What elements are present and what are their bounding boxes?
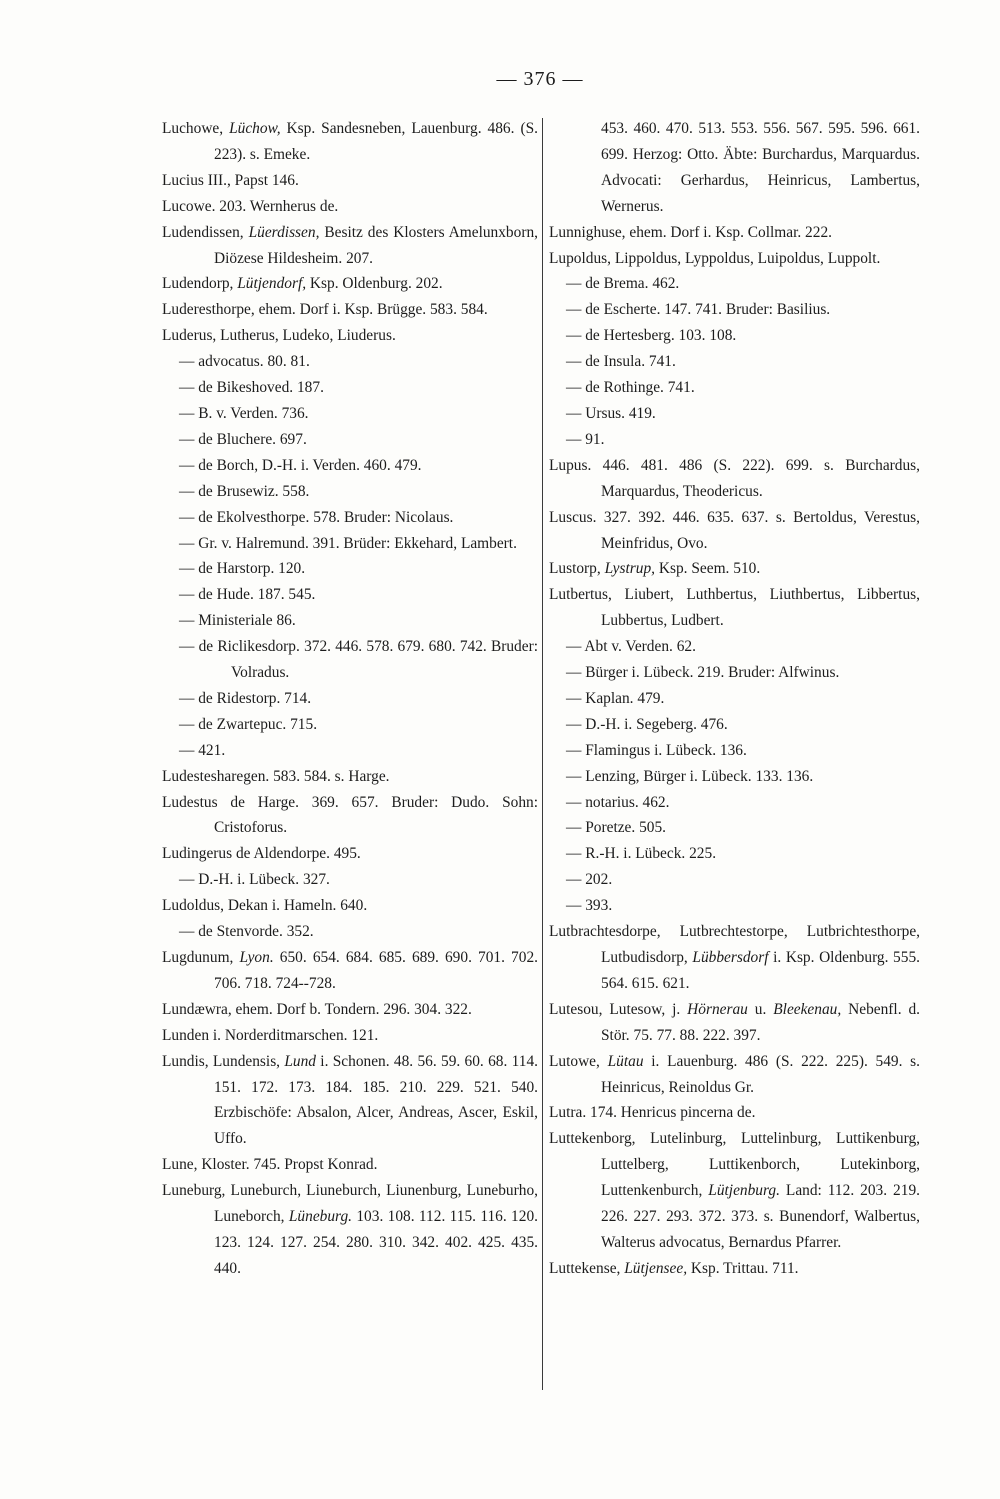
index-subentry — [162, 453, 538, 479]
entry-text: — de Insula. 741. — [566, 353, 676, 371]
entry-text: Luderus, Lutherus, Ludeko, Liuderus. — [162, 327, 396, 345]
italic-place-name: Lyon. — [239, 949, 274, 966]
entry-text: — de Ridestorp. 714. — [179, 689, 312, 707]
index-entry — [549, 1256, 920, 1282]
entry-text: u. — [747, 1000, 774, 1018]
italic-place-name: Lütjenburg. — [708, 1182, 780, 1200]
index-entry — [162, 841, 538, 867]
entry-text: — R.-H. i. Lübeck. 225. — [566, 845, 717, 863]
entry-text: Luneburg, Luneburch, Liuneburch, Liunenburg, Luneburho, Luneborch, — [162, 1182, 538, 1226]
index-subentry — [162, 401, 538, 427]
index-subentry — [549, 815, 920, 841]
entry-text: i. Schonen. 48. 56. 59. 60. 68. 114. 151. 172. 173. 184. 185. 210. 229. 521. 540. Erzbischöfe: Absalon, Alcer, Andreas, Ascer, Eskil, Uffo. — [214, 1052, 538, 1148]
index-subentry — [549, 634, 920, 660]
index-subentry — [549, 323, 920, 349]
entry-text: — notarius. 462. — [566, 793, 670, 811]
index-subentry — [162, 608, 538, 634]
entry-text: Lunnighuse, ehem. Dorf i. Ksp. Collmar. 222. — [549, 223, 832, 241]
entry-text: — 91. — [566, 430, 605, 448]
index-subentry — [162, 582, 538, 608]
entry-text: Luderesthorpe, ehem. Dorf i. Ksp. Brügge. 583. 584. — [162, 301, 488, 319]
index-entry — [162, 271, 538, 297]
index-entry — [162, 790, 538, 842]
index-subentry — [549, 427, 920, 453]
entry-text: 453. 460. 470. 513. 553. 556. 567. 595. 596. 661. 699. Herzog: Otto. Äbte: Burchardus, Marquardus. Advocati: Gerhardus, Heinricus, Lambertus, Wernerus. — [601, 120, 920, 215]
italic-place-name: Lübbersdorf — [692, 949, 769, 966]
entry-text: Lutra. 174. Henricus pincerna de. — [549, 1104, 756, 1122]
entry-text: Lutesou, Lutesow, j. — [549, 1000, 688, 1018]
entry-text: Lupoldus, Lippoldus, Lyppoldus, Luipoldus, Luppolt. — [549, 249, 881, 267]
entry-text: Luttekenborg, Lutelinburg, Luttelinburg, Luttikenburg, Luttelberg, Luttikenborch, Lutekinborg, Luttenkenburch, — [549, 1130, 920, 1200]
index-subentry — [549, 764, 920, 790]
entry-text: Land: 112. 203. 219. 226. 227. 293. 372. 373. s. Bunendorf, Walbertus, Walterus advocatus, Bernardus Pfarrer. — [601, 1182, 920, 1251]
index-entry — [549, 220, 920, 246]
entry-text: Luttekense, — [549, 1259, 625, 1277]
index-entry — [162, 893, 538, 919]
entry-text: — Kaplan. 479. — [566, 689, 665, 707]
index-subentry — [162, 919, 538, 945]
index-subentry — [162, 375, 538, 401]
entry-text: Ludendorp, — [162, 275, 238, 293]
index-entry — [162, 297, 538, 323]
index-entry — [162, 997, 538, 1023]
index-subentry — [549, 375, 920, 401]
index-entry — [162, 168, 538, 194]
index-entry — [549, 1100, 920, 1126]
entry-text: — advocatus. 80. 81. — [179, 353, 310, 371]
index-subentry — [549, 867, 920, 893]
index-subentry — [162, 427, 538, 453]
entry-text: Ludestus de Harge. 369. 657. Bruder: Dudo. Sohn: Cristoforus. — [162, 793, 538, 837]
index-subentry — [549, 893, 920, 919]
index-subentry — [162, 531, 538, 557]
entry-text: Ksp. Trittau. 711. — [687, 1259, 799, 1277]
index-subentry — [549, 349, 920, 375]
entry-text: Lundis, Lundensis, — [162, 1052, 285, 1070]
index-entry — [162, 116, 538, 168]
italic-place-name: Bleekenau, — [773, 1000, 842, 1018]
index-entry — [549, 246, 920, 272]
italic-place-name: Lystrup, — [604, 560, 656, 578]
entry-text: Lustorp, — [549, 560, 605, 578]
entry-text: Lugdunum, — [162, 949, 240, 966]
index-subentry — [162, 738, 538, 764]
entry-text: — Abt v. Verden. 62. — [566, 638, 696, 656]
italic-place-name: Lütjendorf, — [237, 275, 307, 293]
entry-text: — de Hertesberg. 103. 108. — [566, 327, 737, 345]
index-subentry — [162, 712, 538, 738]
entry-text: — de Hude. 187. 545. — [179, 586, 316, 604]
entry-text: Ksp. Seem. 510. — [655, 560, 761, 578]
right-column — [549, 116, 920, 1282]
entry-text: — de Bikeshoved. 187. — [179, 379, 324, 397]
entry-text: Ludoldus, Dekan i. Hameln. 640. — [162, 897, 368, 915]
index-subentry — [549, 738, 920, 764]
entry-text: — Ursus. 419. — [566, 404, 656, 422]
index-subentry — [549, 712, 920, 738]
entry-text: — de Brusewiz. 558. — [179, 482, 310, 500]
left-column — [162, 116, 538, 1282]
index-subentry — [549, 841, 920, 867]
entry-text: Lucius III., Papst 146. — [162, 171, 299, 189]
column-divider — [542, 118, 543, 1390]
italic-place-name: Lund — [284, 1052, 316, 1070]
index-subentry — [162, 556, 538, 582]
entry-text: Ksp. Sandesneben, Lauenburg. 486. (S. 223). s. Emeke. — [214, 120, 538, 163]
entry-text: Lutbertus, Liubert, Luthbertus, Liuthbertus, Libbertus, Lubbertus, Ludbert. — [549, 586, 920, 630]
entry-text: Ludingerus de Aldendorpe. 495. — [162, 845, 361, 863]
index-entry — [162, 323, 538, 349]
index-entry — [162, 1049, 538, 1153]
entry-text: Ludestesharegen. 583. 584. s. Harge. — [162, 767, 390, 785]
entry-text: 103. 108. 112. 115. 116. 120. 123. 124. 127. 254. 280. 310. 342. 402. 425. 435. 440. — [214, 1208, 538, 1277]
entry-text: — de Harstorp. 120. — [179, 560, 306, 578]
entry-text: i. Lauenburg. 486 (S. 222. 225). 549. s. Heinricus, Reinoldus Gr. — [601, 1052, 920, 1096]
entry-text: — 393. — [566, 897, 613, 915]
entry-text: — 202. — [566, 871, 613, 889]
entry-text: Luscus. 327. 392. 446. 635. 637. s. Bertoldus, Verestus, Meinfridus, Ovo. — [549, 508, 920, 552]
page-number: — 376 — — [496, 68, 584, 90]
entry-text: Lutbrachtesdorpe, Lutbrechtestorpe, Lutbrichtesthorpe, Lutbudisdorp, — [549, 923, 920, 966]
index-subentry — [549, 297, 920, 323]
entry-text: Lunden i. Norderditmarschen. 121. — [162, 1026, 379, 1044]
index-subentry — [162, 867, 538, 893]
entry-text: i. Ksp. Oldenburg. 555. 564. 615. 621. — [601, 949, 920, 992]
index-entry — [162, 764, 538, 790]
index-entry — [549, 1049, 920, 1101]
entry-text: — D.-H. i. Lübeck. 327. — [179, 871, 330, 889]
index-entry — [162, 1178, 538, 1282]
entry-text: — de Escherte. 147. 741. Bruder: Basilius. — [566, 301, 831, 319]
entry-text: Nebenfl. d. Stör. 75. 77. 88. 222. 397. — [601, 1000, 920, 1044]
index-entry — [549, 582, 920, 634]
entry-text: — Gr. v. Halremund. 391. Brüder: Ekkehard, Lambert. — [179, 534, 517, 552]
entry-text: Besitz des Klosters Amelunxborn, Diözese Hildesheim. 207. — [214, 223, 538, 267]
entry-text: — Poretze. 505. — [566, 819, 667, 837]
index-entry — [549, 919, 920, 997]
entry-text: Lupus. 446. 481. 486 (S. 222). 699. s. Burchardus, Marquardus, Theodericus. — [549, 456, 920, 500]
index-entry — [162, 220, 538, 272]
entry-text: — 421. — [179, 741, 226, 759]
index-entry — [549, 453, 920, 505]
entry-text: — Flamingus i. Lübeck. 136. — [566, 741, 747, 759]
index-entry — [162, 945, 538, 997]
entry-text: — de Bluchere. 697. — [179, 430, 307, 448]
italic-place-name: Lütau — [607, 1052, 644, 1070]
index-entry — [162, 194, 538, 220]
index-subentry — [162, 479, 538, 505]
index-entry — [162, 1023, 538, 1049]
italic-place-name: Hörnerau — [687, 1000, 748, 1018]
entry-text: — de Stenvorde. 352. — [179, 923, 314, 941]
entry-text: — de Ekolvesthorpe. 578. Bruder: Nicolaus. — [179, 508, 454, 526]
index-subentry — [549, 790, 920, 816]
entry-text: Lune, Kloster. 745. Propst Konrad. — [162, 1156, 378, 1174]
italic-place-name: Lüchow, — [229, 120, 281, 137]
entry-text: Ludendissen, — [162, 223, 249, 241]
index-subentry — [549, 401, 920, 427]
index-subentry — [549, 271, 920, 297]
entry-text: Lundæwra, ehem. Dorf b. Tondern. 296. 304. 322. — [162, 1000, 472, 1018]
index-subentry — [162, 349, 538, 375]
entry-text: — de Riclikesdorp. 372. 446. 578. 679. 680. 742. Bruder: Volradus. — [179, 638, 538, 682]
entry-text: — Lenzing, Bürger i. Lübeck. 133. 136. — [566, 767, 814, 785]
entry-text: — D.-H. i. Segeberg. 476. — [566, 715, 728, 733]
entry-text: Lutowe, — [549, 1052, 608, 1070]
index-entry — [549, 997, 920, 1049]
entry-text: — de Brema. 462. — [566, 275, 680, 293]
entry-text: — de Borch, D.-H. i. Verden. 460. 479. — [179, 456, 422, 474]
entry-text: — Bürger i. Lübeck. 219. Bruder: Alfwinus. — [566, 664, 840, 682]
index-entry — [549, 505, 920, 557]
entry-text: Luchowe, — [162, 120, 230, 137]
index-entry — [549, 556, 920, 582]
index-subentry — [162, 686, 538, 712]
entry-text: — de Rothinge. 741. — [566, 379, 695, 397]
entry-text: — de Zwartepuc. 715. — [179, 715, 318, 733]
italic-place-name: Lüneburg. — [288, 1208, 353, 1226]
entry-text: 650. 654. 684. 685. 689. 690. 701. 702. 706. 718. 724--728. — [214, 949, 538, 992]
italic-place-name: Lütjensee, — [624, 1259, 688, 1277]
index-entry — [549, 116, 920, 220]
entry-text: Lucowe. 203. Wernherus de. — [162, 197, 339, 215]
italic-place-name: Lüerdissen, — [248, 223, 320, 241]
index-subentry — [162, 505, 538, 531]
entry-text: Ksp. Oldenburg. 202. — [306, 275, 443, 293]
entry-text: — B. v. Verden. 736. — [179, 404, 309, 422]
index-subentry — [549, 686, 920, 712]
index-subentry — [549, 660, 920, 686]
index-entry — [549, 1126, 920, 1256]
entry-text: — Ministeriale 86. — [179, 612, 296, 630]
index-entry — [162, 1152, 538, 1178]
index-subentry — [162, 634, 538, 686]
